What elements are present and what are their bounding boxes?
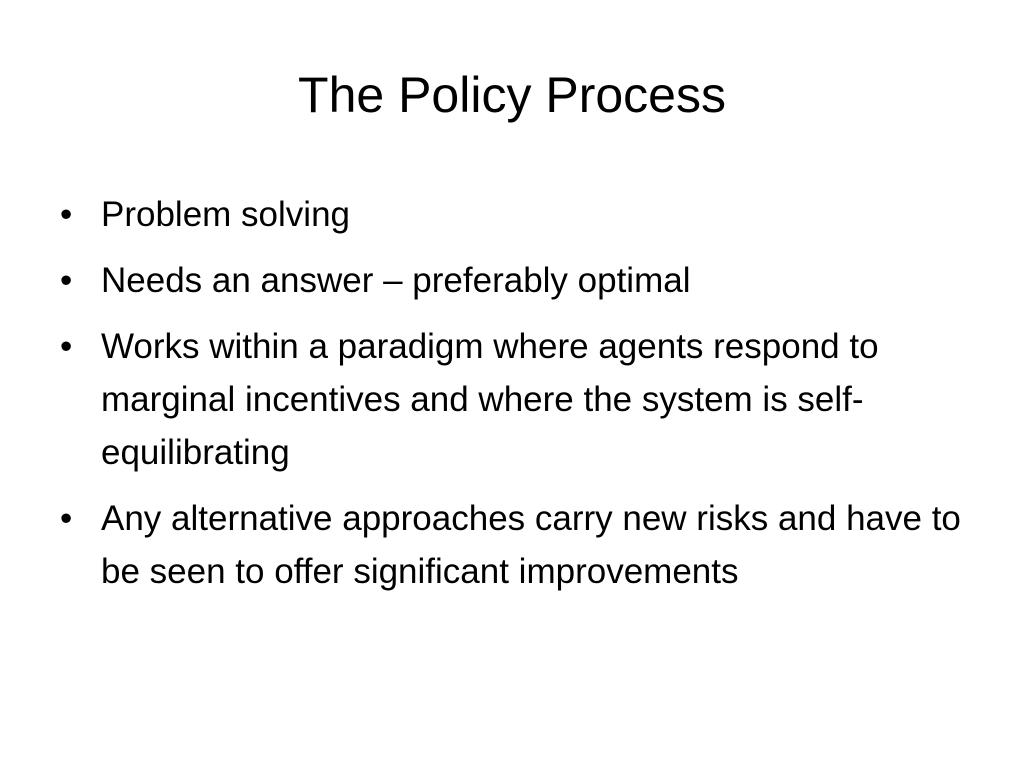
bullet-item-needs-answer bbox=[58, 254, 978, 307]
bullet-text: Any alternative approaches carry new risks and have to be seen to offer significant improvements bbox=[101, 499, 961, 591]
bullet-icon: • bbox=[60, 327, 73, 366]
bullet-icon: • bbox=[60, 499, 73, 538]
bullet-text: Needs an answer – preferably optimal bbox=[101, 261, 691, 300]
bullet-list bbox=[58, 188, 978, 611]
bullet-item-paradigm bbox=[58, 320, 978, 479]
bullet-icon: • bbox=[60, 195, 73, 234]
bullet-text: Problem solving bbox=[101, 195, 350, 234]
slide-title: The Policy Process bbox=[298, 67, 726, 123]
bullet-item-problem-solving bbox=[58, 188, 978, 241]
bullet-text: Works within a paradigm where agents respond to marginal incentives and where the system is self-equilibrating bbox=[101, 327, 879, 472]
bullet-item-alternative-approaches bbox=[58, 492, 978, 598]
bullet-icon: • bbox=[60, 261, 73, 300]
